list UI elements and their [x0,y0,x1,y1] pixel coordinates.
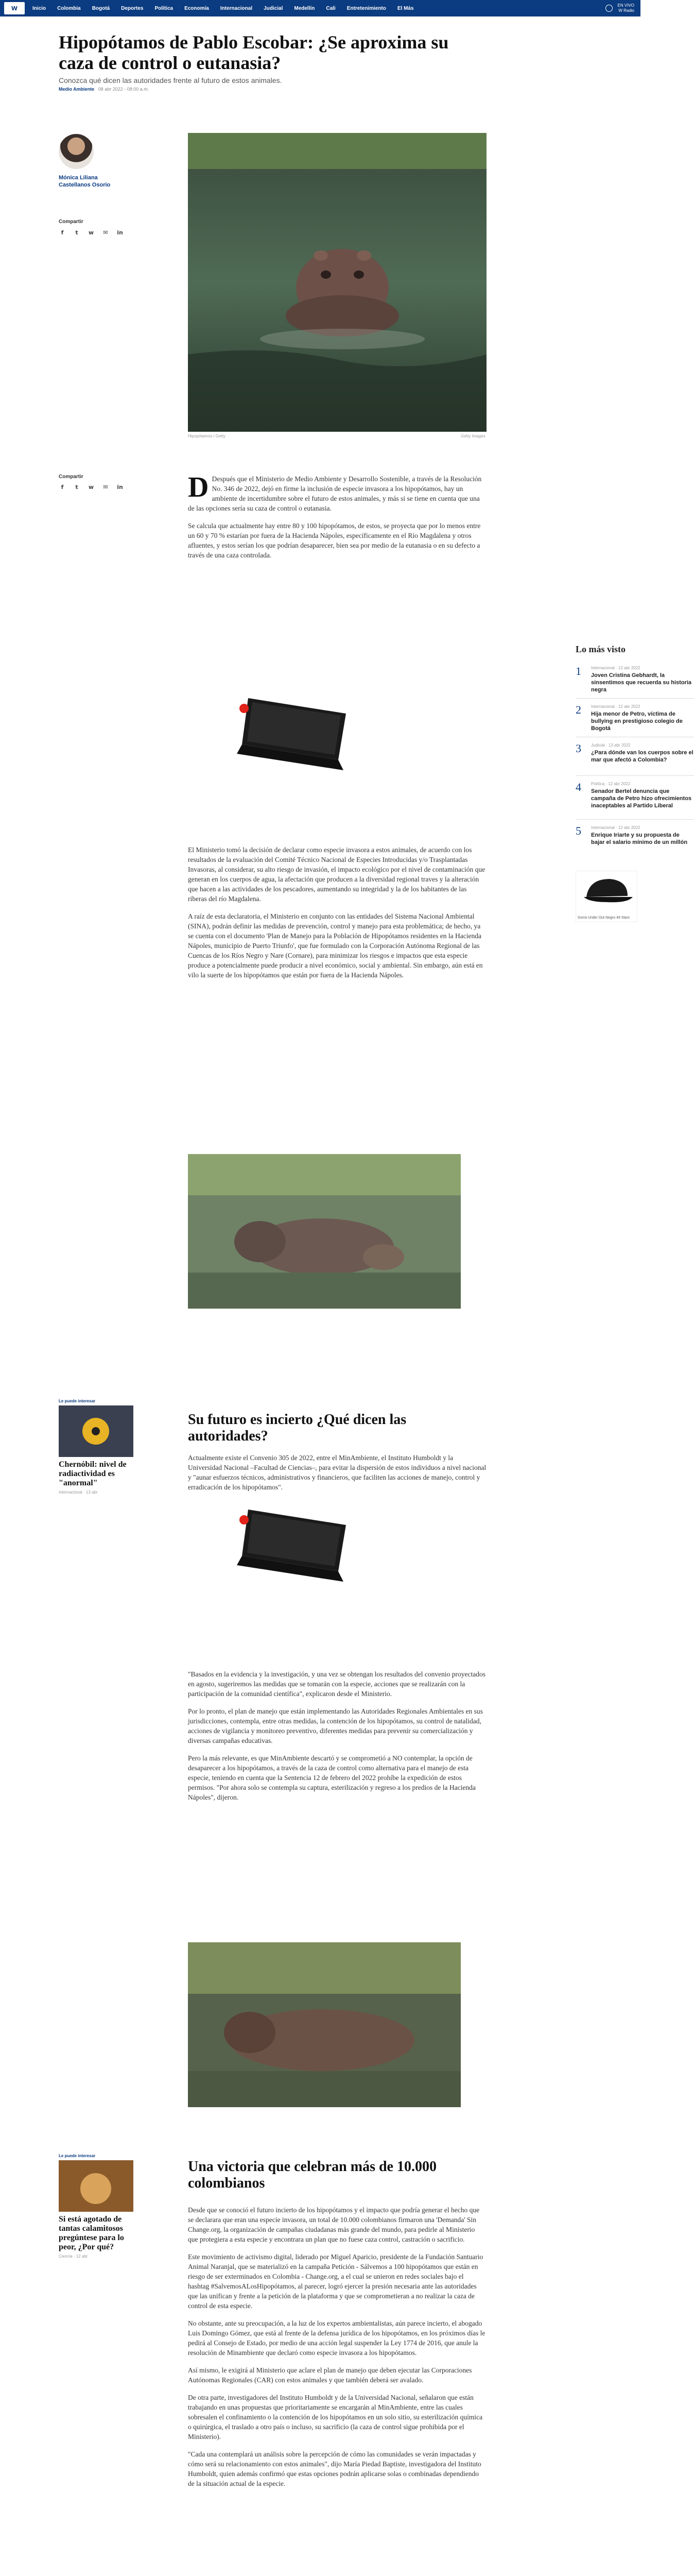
item-title[interactable]: Senador Bertel denuncia que campaña de Petro hizo ofrecimientos inaceptables al Partido Liberal [591,788,691,809]
dropcap: D [188,471,209,503]
nav-item-internacional[interactable]: Internacional [220,5,253,11]
share-label: Compartir [59,219,83,225]
nav-item-economia[interactable]: Economía [184,5,209,11]
intro-paragraph-2: Se calcula que actualmente hay entre 80 y 100 hipopótamos, de estos, se proyecta que por lo menos entre un 60 y 70 % estarían por fuera de la Hacienda Nápoles, específicamente en el Río Magdalena y otros afluentes, y estos serían los que podrían desaparecer, bien sea por medio de la eutanasia o en su defecto a través de una caza controlada. [188,522,481,559]
rank-number: 2 [576,703,581,716]
section-title-1: Su futuro es incierto ¿Qué dicen las autoridades? [188,1412,407,1444]
related-label: Le puede interesar [59,2154,96,2158]
hero-credit: Getty Images [461,434,485,438]
nav-item-inicio[interactable]: Inicio [32,5,46,11]
divider [576,819,694,820]
item-meta: Internacional · 12 abr 2022 [591,666,640,670]
section1-paragraph-4: Pero la más relevante, es que MinAmbiente descartó y se comprometió a NO contemplar, la opción de desaparecer a los hipopótamos, a través de la caza de control como alternativa para el manejo de esta especie, teniendo en cuenta que la Sentencia 12 de febrero del 2022 prohíbe la expedición de estos permisos. "Por ahora solo se contempla su captura, esterilización y regreso a los predios de la Hacienda Nápoles", dijeron. [188,1754,476,1801]
share-label-2: Compartir [59,474,83,480]
section1-body-2 [188,1669,487,1810]
author-name[interactable]: Mónica Liliana Castellanos Osorio [59,175,111,188]
section2-paragraph-6: "Cada una contemplará un análisis sobre la percepción de cómo las comunidades se verán impactadas y cómo será su relacionamiento con estos animales", dijo María Piedad Baptiste, investigadora del Instituto Humboldt, quien además confirmó que estas opciones podrán aplicarse solas o combinadas dependiendo de la situación actual de la especie. [188,2450,481,2487]
most-viewed-item-3[interactable] [576,742,694,773]
rank-number: 3 [576,742,581,755]
related-meta: Internacional · 13 abr [59,1490,98,1495]
rank-number: 4 [576,781,581,793]
nav-item-bogota[interactable]: Bogotá [92,5,110,11]
hero-caption: Hipopótamos / Getty [188,434,225,438]
live-label: EN VIVO [617,3,634,8]
nav-item-el-mas[interactable]: El Más [397,5,414,11]
item-meta: Política · 12 abr 2022 [591,782,631,786]
related-image [59,2160,133,2212]
most-viewed-item-4[interactable] [576,781,694,817]
section1-paragraph-3: Por lo pronto, el plan de manejo que están implementando las Autoridades Regionales Ambientales en sus jurisdicciones, contempla, entre otras medidas, la contención de los hipopótamos, su control de natalidad, acciones de vigilancia y monitoreo preventivo, diferentes medidas para prevenir su comercialización y diversas campañas educativas. [188,1707,483,1744]
divider [576,775,694,776]
related-title[interactable]: Si está agotado de tantas calamitosos pregúntese para lo peor, ¿Por qué? [59,2215,124,2251]
search-icon[interactable] [605,5,613,12]
facebook-icon[interactable]: f [61,483,64,490]
most-viewed-item-1[interactable] [576,665,694,696]
live-sub: W Radio [618,8,634,13]
intro-paragraph-3: El Ministerio tomó la decisión de declarar como especie invasora a estos animales, de acuerdo con los resultados de la evaluación del Comité Técnico Nacional de Especies Introducidas y/o Trasplantadas Invasoras, al considerar, su alto riesgo de invasión, el impacto ecológico por el nivel de contaminación que generan en los cuerpos de agua, la afectación que producen a la diversidad regional traves y la alteración que hacen a las actividades de los pescadores, aumentando su integridad y la de los habitantes de las riberas del río Magdalena. [188,846,485,903]
intro-paragraph-1 [188,471,487,513]
divider [576,698,694,699]
item-title[interactable]: Enrique Iriarte y su propuesta de bajar el salario mínimo de un millón [591,832,688,845]
whatsapp-icon[interactable]: w [88,483,94,490]
related-image [59,1405,133,1457]
item-title[interactable]: Joven Cristina Gebhardt, la sinsentimos que recuerda su historia negra [591,672,692,693]
section2-paragraph-3: No obstante, ante su preocupación, a la luz de los expertos ambientalistas, aún parece incierto, el abogado Luis Domingo Gómez, que está al frente de la defensa jurídica de los hipopótamos, en los próximos días le pedirá al Consejo de Estado, por medio de una acción legal suspender la Ley 1774 de 2016, que anule la resolución de Minambiente que declaró como especie invasora a los hipopótamos. [188,2319,485,2357]
item-meta: Internacional · 12 abr 2022 [591,825,640,830]
site-logo[interactable]: W [4,2,25,14]
laptop-ad[interactable] [233,693,356,775]
most-viewed-title: Lo más visto [576,644,626,654]
rank-number: 5 [576,824,581,837]
nav-item-politica[interactable]: Política [154,5,173,11]
hippo-image-2 [188,1154,461,1309]
related-title[interactable]: Chernóbil: nivel de radiactividad es "anormal" [59,1460,127,1487]
item-meta: Internacional · 12 abr 2022 [591,704,640,709]
section1-body [188,1453,487,1500]
section2-paragraph-4: Así mismo, le exigirá al Ministerio que aclare el plan de manejo que deben ejecutar las Corporaciones Autónomas Regionales (CAR) con estos animales y que también deberá ser avalado. [188,2366,472,2384]
intro-body [188,471,487,568]
section2-paragraph-1: Desde que se conoció el futuro incierto de los hipopótamos y el impacto que podría generar el hecho que se declarara que eran una especie invasora, un total de 10.000 colombianos firmaron una 'Demanda' Sin Change.org, la organización de campañas ciudadanas más grande del mundo, para pedirle al Ministerio que protegiera a esta especie y encontrara un plan que no fuese caza control, castración o sacrificio. [188,2206,480,2243]
hippo-image-3 [188,1942,461,2107]
intro-body-2 [188,845,487,988]
top-navigation-bar [0,0,640,16]
cap-ad[interactable] [576,871,637,922]
mail-icon[interactable]: ✉ [103,483,108,490]
nav-right [605,0,634,16]
linkedin-icon[interactable]: in [117,483,123,490]
whatsapp-icon[interactable]: w [88,229,94,236]
section1-paragraph-2: "Basados en la evidencia y la investigación, y una vez se obtengan los resultados del convenio proyectados en agosto, sugeriremos las medidas que se tomarán con la especie, acciones que se realizarán con la participación de la comunidad científica", explicaron desde el Ministerio. [188,1670,485,1698]
related-card-1[interactable] [59,1399,133,1495]
hero-image [188,133,487,432]
section1-paragraph-1: Actualmente existe el Convenio 305 de 2022, entre el MinAmbiente, el Instituto Humboldt y la Universidad Nacional –Facultad de Ciencias–, para evitar la dispersión de estos individuos a nivel nacional y "aunar esfuerzos técnicos, administrativos y financieros, que faciliten las acciones de manejo, control y erradicación de los hipopótamos". [188,1454,487,1491]
cap-ad-caption: Gorra Under Out Negro 49 Stars [578,916,630,920]
item-title[interactable]: ¿Para dónde van los cuerpos sobre el mar que afectó a Colombia? [591,750,693,763]
related-meta: Ciencia · 12 abr [59,2254,88,2259]
rank-number: 1 [576,665,581,677]
item-title[interactable]: Hija menor de Petro, víctima de bullying en prestigioso colegio de Bogotá [591,711,683,732]
most-viewed-item-5[interactable] [576,824,694,855]
laptop-ad-2[interactable] [233,1504,356,1587]
nav-item-medellin[interactable]: Medellín [294,5,315,11]
section2-body [188,2205,487,2496]
section-title-2: Una victoria que celebran más de 10.000 colombianos [188,2159,437,2191]
nav-item-cali[interactable]: Cali [326,5,336,11]
item-meta: Judicial · 13 abr 2022 [591,743,631,748]
intro-paragraph-1-text: Después que el Ministerio de Medio Ambiente y Desarrollo Sostenible, a través de la Resolución No. 346 de 2022, dejó en firme la inclusión de especie invasora a los hipopótamos, hay un ambiente de incertidumbre sobre el futuro de estos animales, y más si se tiene en cuenta que una de las opciones sería su caza de control o eutanasia. [188,475,482,512]
share-row-top [59,229,124,236]
related-card-2[interactable] [59,2154,133,2259]
related-label: Le puede interesar [59,1399,96,1403]
facebook-icon[interactable]: f [61,229,64,236]
most-viewed-item-2[interactable] [576,703,694,734]
article-date: 08 abr 2022 - 08:00 a.m. [98,87,149,92]
main-nav [27,0,420,16]
article-headline: Hipopótamos de Pablo Escobar: ¿Se aproxima su caza de control o eutanasia? [59,32,449,73]
mail-icon[interactable]: ✉ [103,229,108,236]
live-button[interactable] [618,3,634,13]
article-meta [59,87,149,92]
linkedin-icon[interactable]: in [117,229,123,236]
nav-item-colombia[interactable]: Colombia [57,5,81,11]
nav-item-entretenimiento[interactable]: Entretenimiento [346,5,386,11]
section2-paragraph-5: De otra parte, investigadores del Instituto Humboldt y de la Universidad Nacional, señalaron que están trabajando en unas propuestas que prioritariamente se encargarán al MinAmbiente, entre las cuales sobresalen el confinamiento o la contención de los hipopótamos en un solo sitio, su esterilización química o quirúrgica, el traslado a otro país o incluso, su sacrificio (la caza de control sigue prohibida por el Ministerio). [188,2394,483,2441]
twitter-icon[interactable]: t [75,483,78,490]
share-row-2 [59,483,124,490]
nav-item-deportes[interactable]: Deportes [121,5,144,11]
section2-paragraph-2: Este movimiento de activismo digital, liderado por Miguel Aparicio, presidente de la Fundación Santuario Animal Naranjal, que se materializó en la campaña Petición - Sálvemos a 100 hipopótamos que están en riesgo de ser exterminados en Colombia - Change.org, a el cual se unieron en redes sociales bajo el hashtag #SalvemosALosHipopótamos, al parecer, logró ejercer la presión necesaria ante las autoridades que las unifican y frente a la petición de la plataforma y que se comprometieran a no realizar la caza de control de esta especie. [188,2253,483,2310]
nav-item-judicial[interactable]: Judicial [264,5,283,11]
twitter-icon[interactable]: t [75,229,78,236]
author-avatar[interactable] [59,134,94,169]
article-subhead: Conozca qué dicen las autoridades frente al futuro de estos animales. [59,76,282,84]
intro-paragraph-4: A raíz de esta declaratoria, el Ministerio en conjunto con las entidades del Sistema Nacional Ambiental (SINA), podrán definir las medidas de prevención, control y manejo para esta problemática; de hecho, ya se cuenta con el documento 'Plan de Manejo para la Población de Hipopótamos residentes en la Hacienda Nápoles, municipio de Puerto Triunfo', que fue formulado con la Corporación Autónoma Regional de las Cuencas de los Ríos Negro y Nare (Cornare), para minimizar los riesgos e impactos que esta especie produce a potencialmente puede producir a nivel económico, social y ambiental. Sin embargo, aún está en vilo la suerte de los hipopótamos que están por fuera de la Hacienda Nápoles. [188,912,483,979]
article-section[interactable]: Medio Ambiente [59,87,95,92]
